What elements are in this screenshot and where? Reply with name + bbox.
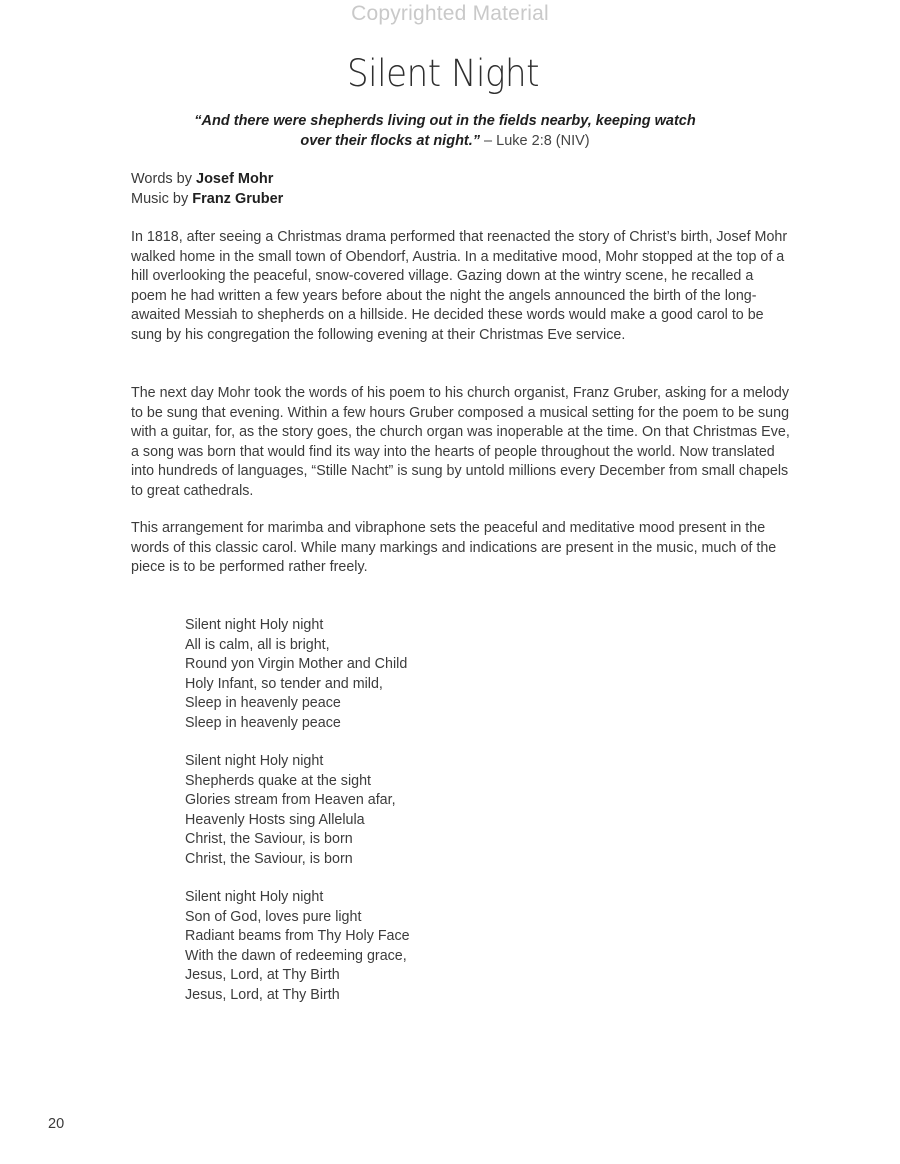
lyric-line: With the dawn of redeeming grace, [185, 947, 407, 964]
lyric-line: Silent night Holy night [185, 617, 324, 633]
lyric-line: Radiant beams from Thy Holy Face [185, 928, 410, 944]
lyric-line: Sleep in heavenly peace [185, 714, 341, 731]
music-credit [131, 190, 283, 210]
words-author: Josef Mohr [196, 171, 274, 187]
lyric-line: Jesus, Lord, at Thy Birth [185, 967, 340, 983]
lyric-line: Jesus, Lord, at Thy Birth [185, 986, 340, 1003]
words-prefix: Words by [131, 171, 197, 187]
page-number: 20 [48, 1116, 65, 1132]
epigraph-reference: – Luke 2:8 (NIV) [480, 133, 590, 149]
lyric-line: Heavenly Hosts sing Allelula [185, 811, 365, 828]
copyright-watermark: Copyrighted Material [351, 2, 549, 25]
lyric-line: Shepherds quake at the sight [185, 772, 371, 789]
credits [131, 170, 283, 209]
lyric-line: Round yon Virgin Mother and Child [185, 656, 408, 672]
arrangement-paragraph: This arrangement for marimba and vibraphone sets the peaceful and meditative mood present in the words of this classic carol. While many markings and indications are present in the music, much of the piece is to be performed rather freely. [131, 520, 777, 575]
lyrics-verse-1 [185, 616, 407, 733]
music-author: Franz Gruber [192, 190, 284, 207]
lyric-line: Silent night Holy night [185, 753, 324, 769]
epigraph-quote-line-1: “And there were shepherds living out in the fields nearby, keeping watch [194, 113, 696, 129]
lyrics-verse-2 [185, 752, 396, 869]
lyric-line: Sleep in heavenly peace [185, 695, 341, 711]
composition-paragraph: The next day Mohr took the words of his poem to his church organist, Franz Gruber, asking for a melody to be sung that evening. Within a few hours Gruber composed a musical setting for the poem to be sung with a guitar, for, as the story goes, the church organ was inoperable at the time. On that Christmas Eve, a song was born that would find its way into the hearts of people throughout the world. Now translated into hundreds of languages, “Stille Nacht” is sung by untold millions every December from small chapels to great cathedrals. [131, 385, 790, 499]
lyric-line: Christ, the Saviour, is born [185, 831, 353, 847]
lyric-line: Holy Infant, so tender and mild, [185, 675, 383, 692]
lyric-line: Glories stream from Heaven afar, [185, 792, 396, 808]
music-prefix: Music by [131, 190, 193, 207]
lyric-line: Christ, the Saviour, is born [185, 850, 353, 867]
history-paragraph: In 1818, after seeing a Christmas drama performed that reenacted the story of Christ’s birth, Josef Mohr walked home in the small town of Obendorf, Austria. In a meditative mood, Mohr stopped at the top of a hill overlooking the peaceful, snow-covered village. Gazing down at the wintry scene, he recalled a poem he had written a few years before about the night the angels announced the birth of the long-awaited Messiah to shepherds on a hillside. He decided these words would make a good carol to be sung by his congregation the following evening at their Christmas Eve service. [131, 229, 788, 343]
epigraph [150, 111, 740, 151]
page-title: Silent Night [347, 52, 539, 95]
words-credit [131, 170, 283, 190]
epigraph-quote-line-2: over their flocks at night.” [300, 133, 481, 149]
lyric-line: All is calm, all is bright, [185, 636, 330, 653]
lyrics-verse-3 [185, 888, 410, 1005]
lyric-line: Son of God, loves pure light [185, 908, 362, 925]
lyric-line: Silent night Holy night [185, 889, 324, 905]
